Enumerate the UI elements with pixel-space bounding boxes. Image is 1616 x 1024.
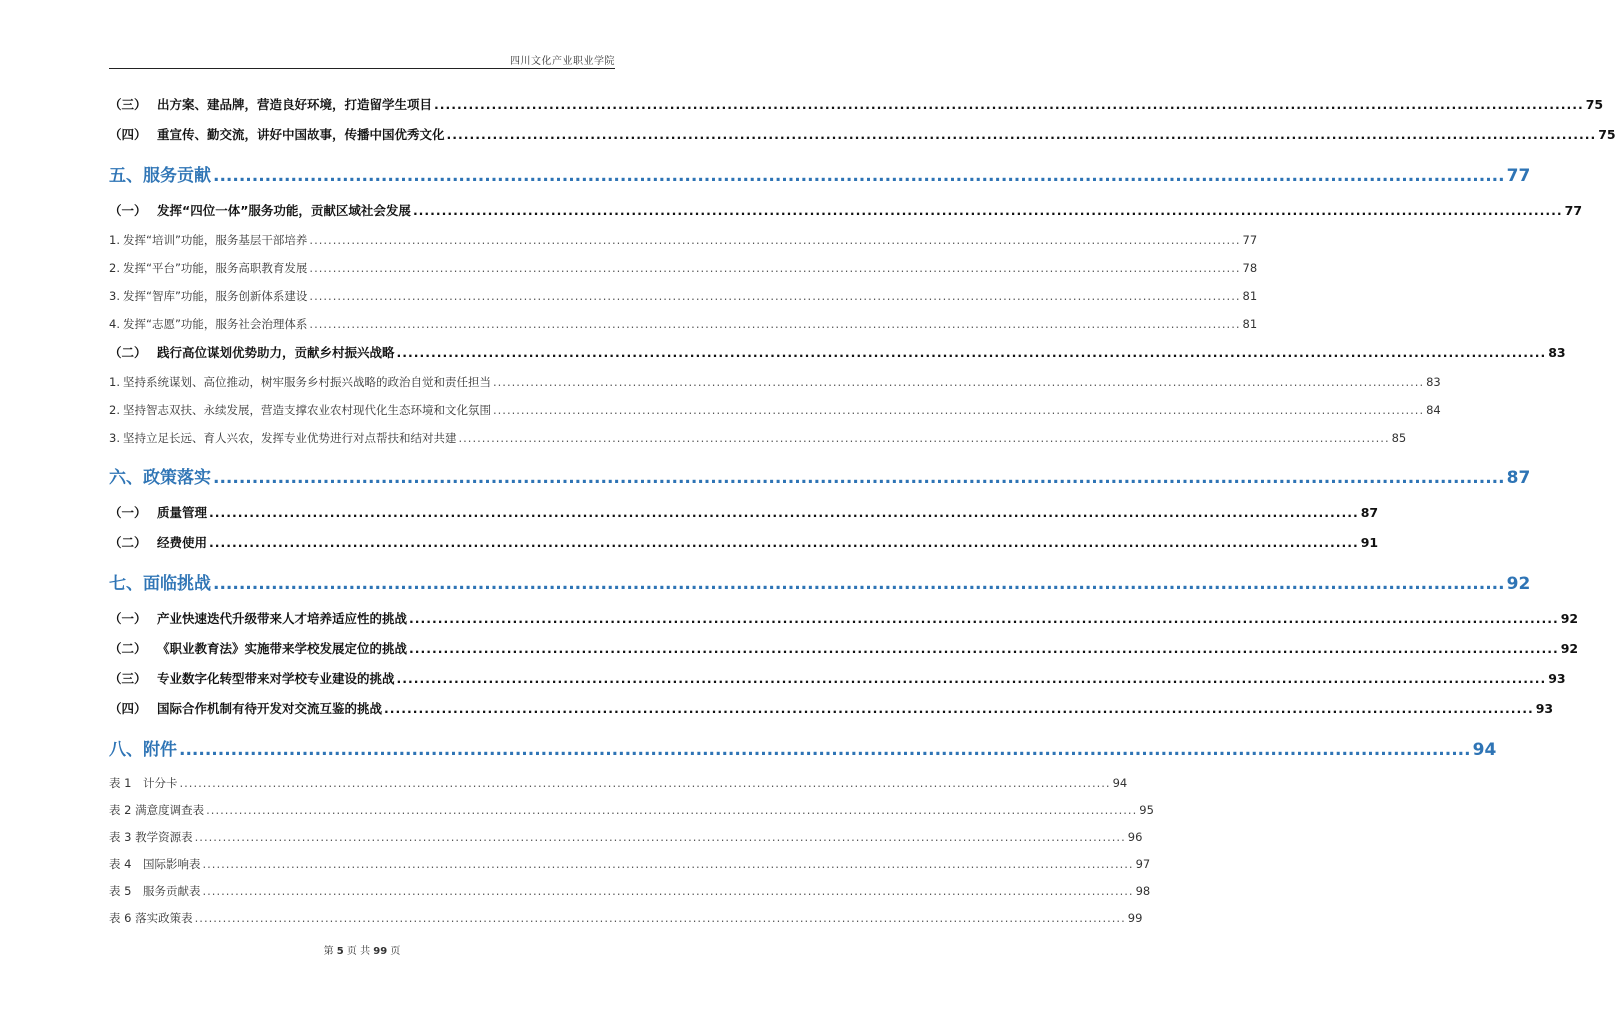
page-footer (0, 942, 724, 957)
page-header (109, 48, 615, 69)
toc-entry-number: 1. (109, 375, 120, 389)
toc-entry-sub[interactable] (109, 528, 1379, 558)
toc-entry-label (109, 120, 445, 150)
toc-entry-number: 4. (109, 317, 120, 331)
toc-entry-title: 坚持系统谋划、高位推动，树牢服务乡村振兴战略的政治自觉和责任担当 (123, 375, 491, 389)
toc-entry-number: （一） (109, 611, 147, 626)
footer-suffix: 页 (390, 946, 401, 957)
toc-entry-label (109, 905, 193, 932)
toc-entry-title: 国际合作机制有待开发对交流互鉴的挑战 (157, 701, 383, 716)
toc-entry-label (109, 851, 200, 878)
toc-entry-sub[interactable] (109, 604, 1579, 634)
toc-entry-label (109, 558, 211, 610)
toc-entry-title: 出方案、建品牌，营造良好环境，打造留学生项目 (157, 97, 433, 112)
toc-entry-sub[interactable] (109, 90, 1604, 120)
toc-entry-item[interactable] (109, 396, 1441, 424)
toc-entry-title: 表 3 教学资源表 (109, 830, 193, 844)
toc-entry-title: 坚持立足长远、育人兴农，发挥专业优势进行对点帮扶和结对共建 (123, 431, 457, 445)
toc-entry-page-number: 85 (1391, 431, 1407, 445)
toc-entry-number: （一） (109, 505, 147, 520)
toc-entry-number: （四） (109, 127, 147, 142)
toc-entry-title: 发挥“培训”功能，服务基层干部培养 (123, 233, 308, 247)
toc-entry-page-number: 92 (1560, 611, 1579, 626)
toc-entry-item[interactable] (109, 310, 1258, 338)
toc-entry-page-number: 77 (1564, 203, 1583, 218)
toc-entry-page-number: 81 (1242, 317, 1258, 331)
toc-entry-label (109, 498, 207, 528)
dot-leader: ........................................................................................................................................................................................................ (209, 535, 1359, 550)
toc-entry-item[interactable] (109, 226, 1258, 254)
toc-entry-sub[interactable] (109, 196, 1583, 226)
toc-entry-title: 产业快速迭代升级带来人才培养适应性的挑战 (157, 611, 408, 626)
toc-entry-annex[interactable] (109, 797, 1154, 824)
toc-entry-sub[interactable] (109, 120, 1616, 150)
toc-entry-page-number: 87 (1360, 505, 1379, 520)
dot-leader: ........................................................................................................................................................................................................ (309, 317, 1241, 331)
toc-entry-sub[interactable] (109, 498, 1379, 528)
toc-entry-number: （二） (109, 641, 147, 656)
dot-leader: ........................................................................................................................................................................................................ (493, 403, 1425, 417)
toc-entry-annex[interactable] (109, 851, 1151, 878)
toc-entry-page-number: 77 (1506, 166, 1531, 186)
toc-entry-page-number: 83 (1548, 345, 1566, 360)
toc-entry-label (109, 254, 307, 282)
dot-leader: ........................................................................................................................................................................................................ (194, 830, 1126, 844)
toc-entry-annex[interactable] (109, 824, 1143, 851)
toc-entry-title: 重宣传、勤交流，讲好中国故事，传播中国优秀文化 (157, 127, 445, 142)
toc-entry-title: 七、面临挑战 (109, 574, 211, 594)
toc-entry-number: （三） (109, 671, 147, 686)
toc-entry-title: 质量管理 (157, 505, 208, 520)
toc-entry-annex[interactable] (109, 905, 1143, 932)
toc-entry-label (109, 770, 177, 797)
dot-leader: ........................................................................................................................................................................................................ (209, 505, 1359, 520)
toc-entry-page-number: 94 (1112, 776, 1128, 790)
toc-entry-sub[interactable] (109, 338, 1566, 368)
toc-entry-sec[interactable] (109, 150, 1531, 196)
toc-entry-title: 发挥“四位一体”服务功能，贡献区域社会发展 (157, 203, 411, 218)
toc-entry-label (109, 824, 193, 851)
toc-entry-page-number: 81 (1242, 289, 1258, 303)
toc-entry-title: 表 6 落实政策表 (109, 911, 193, 925)
toc-entry-title: 专业数字化转型带来对学校专业建设的挑战 (157, 671, 395, 686)
toc-entry-page-number: 95 (1139, 803, 1154, 817)
toc-entry-title: 发挥“平台”功能，服务高职教育发展 (123, 261, 308, 275)
toc-entry-number: （二） (109, 345, 147, 360)
toc-entry-label (109, 797, 204, 824)
toc-entry-label (109, 878, 200, 905)
dot-leader: ........................................................................................................................................................................................................ (309, 289, 1241, 303)
toc-entry-number: 3. (109, 289, 120, 303)
toc-entry-label (109, 150, 211, 202)
toc-entry-number: （一） (109, 203, 147, 218)
toc-entry-title: 发挥“智库”功能，服务创新体系建设 (123, 289, 308, 303)
dot-leader: ........................................................................................................................................................................................................ (309, 261, 1241, 275)
dot-leader: ........................................................................................................................................................................................................ (446, 127, 1597, 142)
toc-entry-sub[interactable] (109, 664, 1566, 694)
dot-leader: ........................................................................................................................................................................................................ (213, 166, 1505, 186)
toc-entry-page-number: 96 (1127, 830, 1143, 844)
toc-entry-title: 发挥“志愿”功能，服务社会治理体系 (123, 317, 308, 331)
toc-entry-page-number: 77 (1242, 233, 1258, 247)
dot-leader: ........................................................................................................................................................................................................ (206, 803, 1138, 817)
toc-entry-label (109, 226, 307, 254)
toc-entry-title: 表 5 服务贡献表 (109, 884, 201, 898)
dot-leader: ........................................................................................................................................................................................................ (202, 884, 1134, 898)
toc-entry-title: 《职业教育法》实施带来学校发展定位的挑战 (157, 641, 408, 656)
toc-entry-number: （二） (109, 535, 147, 550)
toc-entry-page-number: 97 (1135, 857, 1151, 871)
toc-entry-title: 践行高位谋划优势助力，贡献乡村振兴战略 (157, 345, 395, 360)
dot-leader: ........................................................................................................................................................................................................ (493, 375, 1425, 389)
dot-leader: ........................................................................................................................................................................................................ (409, 641, 1559, 656)
toc-entry-page-number: 94 (1472, 740, 1497, 760)
toc-entry-page-number: 75 (1598, 127, 1616, 142)
toc-entry-number: （三） (109, 97, 147, 112)
toc-entry-sec[interactable] (109, 724, 1497, 770)
dot-leader: ........................................................................................................................................................................................................ (396, 345, 1547, 360)
toc-entry-page-number: 93 (1535, 701, 1554, 716)
toc-entry-page-number: 84 (1426, 403, 1441, 417)
toc-entry-number: 2. (109, 261, 120, 275)
dot-leader: ........................................................................................................................................................................................................ (396, 671, 1547, 686)
toc-entry-label (109, 634, 407, 664)
toc-entry-page-number: 92 (1506, 574, 1531, 594)
footer-current-page: 5 (336, 946, 344, 957)
toc-entry-page-number: 87 (1506, 468, 1531, 488)
toc-entry-label (109, 694, 382, 724)
toc-entry-annex[interactable] (109, 770, 1128, 797)
toc-entry-page-number: 93 (1548, 671, 1566, 686)
toc-entry-label (109, 282, 307, 310)
toc-entry-item[interactable] (109, 254, 1258, 282)
toc-entry-label (109, 396, 491, 424)
dot-leader: ........................................................................................................................................................................................................ (213, 574, 1505, 594)
toc-entry-title: 表 2 满意度调查表 (109, 803, 205, 817)
toc-entry-label (109, 604, 407, 634)
dot-leader: ........................................................................................................................................................................................................ (458, 431, 1390, 445)
toc-entry-number: （四） (109, 701, 147, 716)
toc-entry-number: 1. (109, 233, 120, 247)
toc-entry-page-number: 91 (1360, 535, 1379, 550)
dot-leader: ........................................................................................................................................................................................................ (409, 611, 1559, 626)
toc-entry-label (109, 338, 395, 368)
toc-entry-number: 3. (109, 431, 120, 445)
toc-entry-page-number: 99 (1127, 911, 1143, 925)
toc-entry-label (109, 196, 411, 226)
toc-entry-item[interactable] (109, 368, 1441, 396)
toc-entry-annex[interactable] (109, 878, 1151, 905)
toc-entry-number: 2. (109, 403, 120, 417)
toc-entry-label (109, 90, 432, 120)
toc-entry-label (109, 310, 307, 338)
toc-entry-label (109, 368, 491, 396)
dot-leader: ........................................................................................................................................................................................................ (202, 857, 1134, 871)
toc-entry-sec[interactable] (109, 452, 1531, 498)
footer-middle: 页 共 (346, 946, 371, 957)
dot-leader: ........................................................................................................................................................................................................ (309, 233, 1241, 247)
toc-entry-title: 八、附件 (109, 740, 177, 760)
toc-entry-title: 经费使用 (157, 535, 208, 550)
toc-entry-page-number: 75 (1585, 97, 1604, 112)
dot-leader: ........................................................................................................................................................................................................ (194, 911, 1126, 925)
footer-total-pages: 99 (373, 946, 388, 957)
toc-entry-sub[interactable] (109, 694, 1554, 724)
toc-entry-title: 五、服务贡献 (109, 166, 211, 186)
toc-entry-label (109, 424, 457, 452)
header-school-name: 四川文化产业职业学院 (510, 56, 615, 67)
toc-entry-label (109, 724, 177, 776)
footer-prefix: 第 (323, 946, 334, 957)
toc-entry-page-number: 92 (1560, 641, 1579, 656)
toc-entry-sec[interactable] (109, 558, 1531, 604)
dot-leader: ........................................................................................................................................................................................................ (179, 740, 1471, 760)
toc-entry-label (109, 528, 207, 558)
dot-leader: ........................................................................................................................................................................................................ (213, 468, 1505, 488)
dot-leader: ........................................................................................................................................................................................................ (434, 97, 1584, 112)
toc-entry-item[interactable] (109, 282, 1258, 310)
toc-entry-sub[interactable] (109, 634, 1579, 664)
toc-entry-title: 表 4 国际影响表 (109, 857, 201, 871)
dot-leader: ........................................................................................................................................................................................................ (384, 701, 1534, 716)
toc-entry-page-number: 83 (1426, 375, 1441, 389)
toc-entry-title: 六、政策落实 (109, 468, 211, 488)
toc-entry-label (109, 664, 395, 694)
toc-entry-title: 坚持智志双扶、永续发展，营造支撑农业农村现代化生态环境和文化氛围 (123, 403, 491, 417)
toc-entry-page-number: 78 (1242, 261, 1258, 275)
dot-leader: ........................................................................................................................................................................................................ (412, 203, 1563, 218)
toc-entry-title: 表 1 计分卡 (109, 776, 178, 790)
toc-entry-label (109, 452, 211, 504)
toc-entry-page-number: 98 (1135, 884, 1151, 898)
toc-entry-item[interactable] (109, 424, 1407, 452)
dot-leader: ........................................................................................................................................................................................................ (179, 776, 1111, 790)
table-of-contents (109, 90, 1616, 932)
